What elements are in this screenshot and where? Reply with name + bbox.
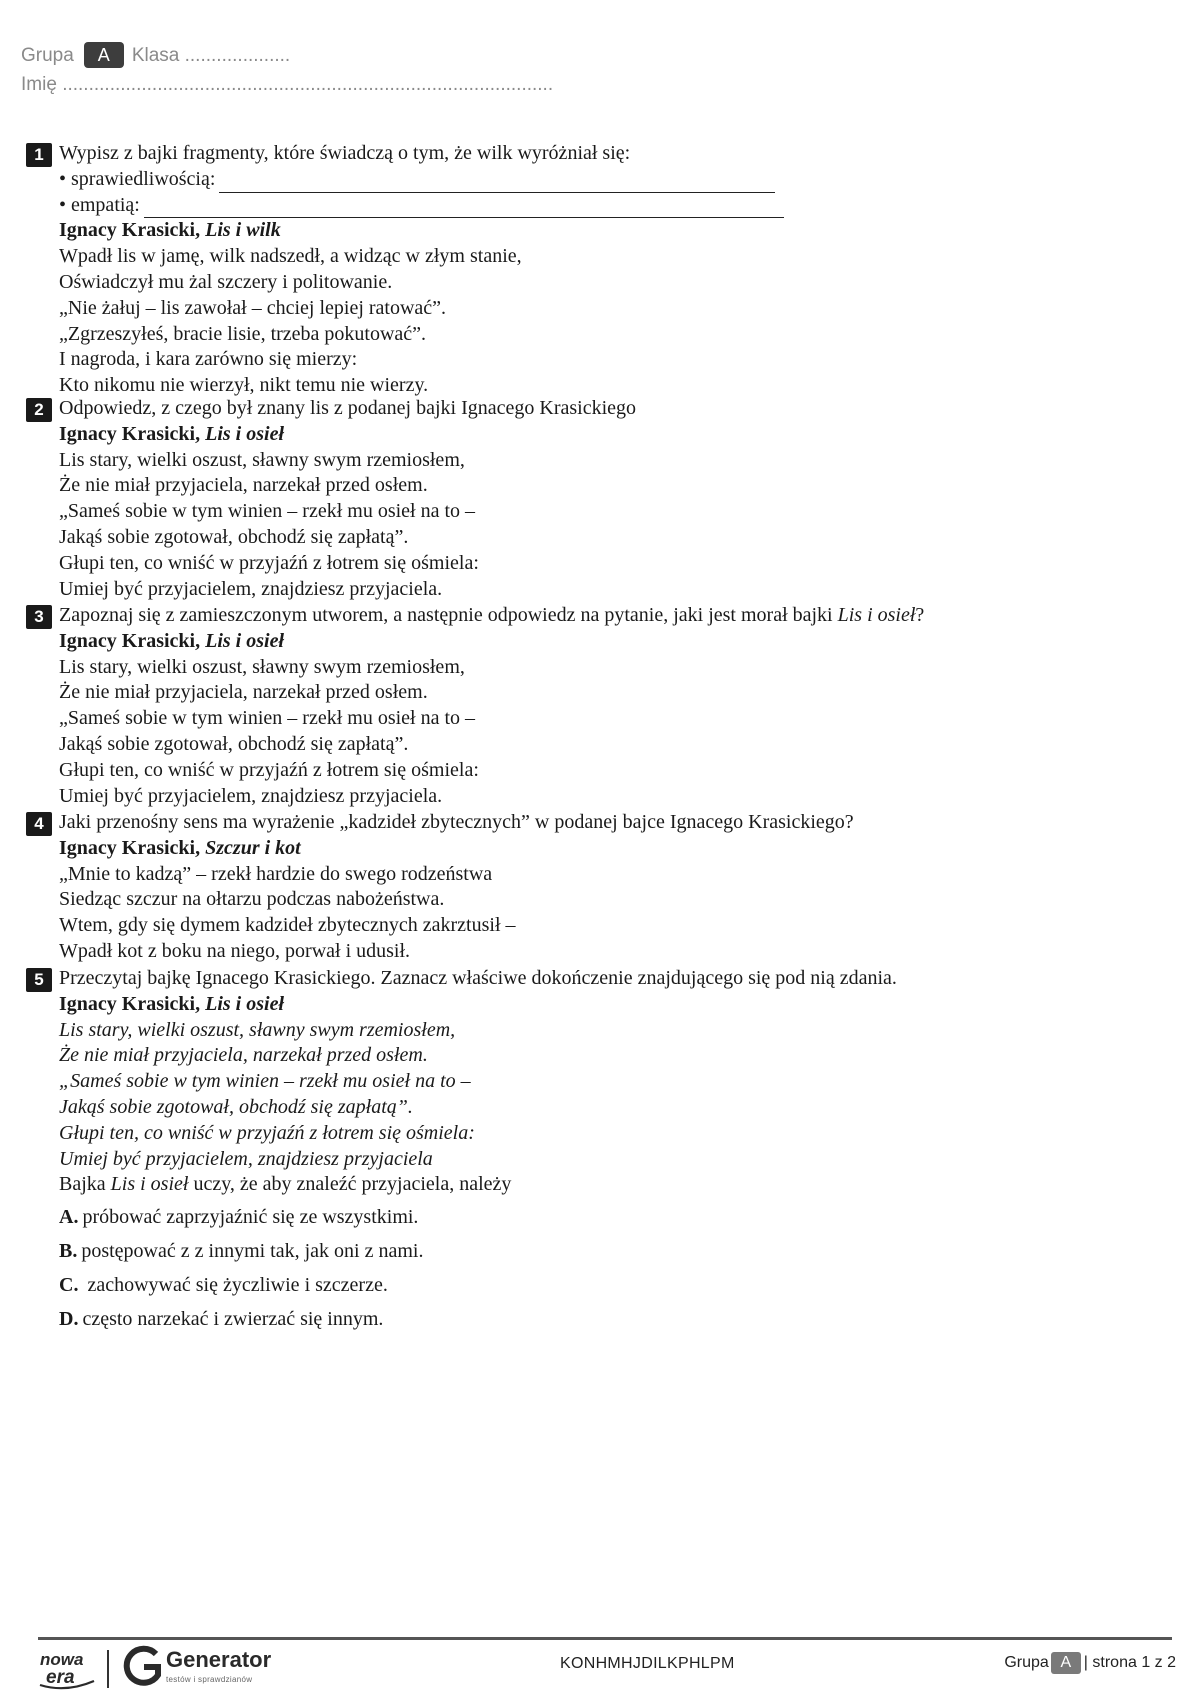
verse: Lis stary, wielki oszust, sławny swym rzemiosłem, — [59, 1018, 456, 1041]
author: Ignacy Krasicki, — [59, 219, 201, 242]
brand-line-1: nowa — [40, 1650, 84, 1669]
author: Ignacy Krasicki, — [59, 629, 201, 652]
option-d[interactable] — [59, 1302, 1166, 1336]
verse: Umiej być przyjacielem, znajdziesz przyjaciela. — [59, 784, 443, 807]
answer-blank[interactable] — [144, 196, 784, 218]
verse: „Sameś sobie w tym winien – rzekł mu osieł na to – — [59, 1070, 471, 1093]
task-number: 5 — [26, 968, 52, 992]
answer-blank[interactable] — [219, 171, 775, 193]
option-text: postępować z z innymi tak, jak oni z nami. — [81, 1240, 424, 1263]
option-b[interactable] — [59, 1234, 1166, 1268]
verse: „Sameś sobie w tym winien – rzekł mu osieł na to – — [59, 707, 476, 730]
verse: Siedząc szczur na ołtarzu podczas nabożeństwa. — [59, 888, 445, 911]
class-field[interactable]: .................... — [184, 45, 291, 66]
question-stem — [59, 1172, 1166, 1198]
verse: Że nie miał przyjaciela, narzekał przed osłem. — [59, 681, 428, 704]
option-c[interactable] — [59, 1268, 1166, 1302]
task-question: Wypisz z bajki fragmenty, które świadczą o tym, że wilk wyróżniał się: — [59, 142, 631, 164]
verse: Wpadł kot z boku na niego, porwał i udusił. — [59, 939, 411, 962]
option-text: próbować zaprzyjaźnić się ze wszystkimi. — [82, 1206, 419, 1229]
verse: Że nie miał przyjaciela, narzekał przed osłem. — [59, 474, 428, 497]
verse: „Sameś sobie w tym winien – rzekł mu osieł na to – — [59, 500, 476, 523]
fable-title: Lis i osieł — [205, 422, 285, 445]
verse: Głupi ten, co wniść w przyjaźń z łotrem się ośmiela: — [59, 1121, 475, 1144]
footer-divider — [38, 1637, 1172, 1640]
option-text: często narzekać i zwierzać się innym. — [82, 1308, 384, 1331]
verse: Głupi ten, co wniść w przyjaźń z łotrem się ośmiela: — [59, 758, 479, 781]
group-badge: A — [84, 42, 124, 68]
option-letter: B. — [59, 1240, 78, 1263]
task-question: Jaki przenośny sens ma wyrażenie „kadzideł zbytecznych” w podanej bajce Ignacego Krasickiego? — [59, 811, 854, 833]
verse: „Nie żałuj – lis zawołał – chciej lepiej ratować”. — [59, 296, 447, 319]
logo-separator — [107, 1650, 109, 1688]
task-3 — [26, 603, 1166, 809]
fable-title: Lis i osieł — [205, 992, 285, 1015]
question-text: Zapoznaj się z zamieszczonym utworem, a następnie odpowiedz na pytanie, jaki jest morał bajki — [59, 604, 838, 626]
footer-group-label: Grupa — [1004, 1654, 1049, 1671]
group-label: Grupa — [21, 45, 74, 66]
task-question: Odpowiedz, z czego był znany lis z podanej bajki Ignacego Krasickiego — [59, 397, 637, 419]
generator-subtitle: testów i sprawdzianów — [166, 1675, 253, 1684]
task-1 — [26, 141, 1166, 399]
author: Ignacy Krasicki, — [59, 992, 201, 1015]
question-fable-title: Lis i osieł — [837, 604, 916, 626]
stem-fable-title: Lis i osieł — [110, 1173, 189, 1196]
name-field[interactable]: ............................................................................................. — [62, 74, 554, 95]
verse: I nagroda, i kara zarówno się mierzy: — [59, 348, 358, 371]
answer-row-justice — [59, 167, 1166, 193]
name-row — [21, 74, 553, 96]
name-label: Imię — [21, 74, 57, 95]
fable-title: Lis i osieł — [205, 629, 285, 652]
bullet-label: • sprawiedliwością: — [59, 167, 216, 190]
task-number: 3 — [26, 605, 52, 629]
answer-row-empathy — [59, 193, 1166, 219]
task-question — [59, 603, 1166, 629]
task-number: 1 — [26, 143, 52, 167]
question-mark: ? — [915, 604, 925, 626]
verse: Oświadczył mu żal szczery i politowanie. — [59, 270, 393, 293]
option-letter: A. — [59, 1206, 79, 1229]
nowa-era-logo — [38, 1645, 96, 1693]
option-a[interactable] — [59, 1200, 1166, 1234]
bullet-label: • empatią: — [59, 193, 140, 216]
fable-title: Szczur i kot — [205, 836, 301, 859]
verse: Jakąś sobie zgotował, obchodź się zapłatą”. — [59, 1095, 413, 1118]
fable-heading — [59, 218, 1166, 244]
option-letter: D. — [59, 1308, 79, 1331]
option-letter: C. — [59, 1274, 79, 1297]
verse: Wpadł lis w jamę, wilk nadszedł, a widząc w złym stanie, — [59, 245, 522, 268]
stem-text: uczy, że aby znaleźć przyjaciela, należy — [188, 1173, 512, 1196]
task-number: 2 — [26, 398, 52, 422]
footer-group-badge: A — [1051, 1652, 1081, 1674]
fable-heading — [59, 836, 1166, 862]
verse: Umiej być przyjacielem, znajdziesz przyjaciela — [59, 1147, 433, 1170]
group-class-row — [21, 42, 290, 68]
verse: Głupi ten, co wniść w przyjaźń z łotrem się ośmiela: — [59, 551, 479, 574]
verse: Lis stary, wielki oszust, sławny swym rzemiosłem, — [59, 655, 465, 678]
task-2 — [26, 396, 1166, 602]
fable-heading — [59, 629, 1166, 655]
task-4 — [26, 810, 1166, 965]
generator-g-icon — [122, 1645, 162, 1689]
verse: „Mnie to kadzą” – rzekł hardzie do swego rodzeństwa — [59, 862, 493, 885]
task-question: Przeczytaj bajkę Ignacego Krasickiego. Zaznacz właściwe dokończenie znajdującego się pod nią zdania. — [59, 967, 897, 989]
stem-text: Bajka — [59, 1173, 111, 1196]
class-label: Klasa — [131, 45, 180, 66]
document-code: KONHMHJDILKPHLPM — [560, 1655, 735, 1672]
generator-label: Generator — [166, 1647, 272, 1672]
verse: „Zgrzeszyłeś, bracie lisie, trzeba pokutować”. — [59, 322, 427, 345]
page-info — [1004, 1652, 1176, 1674]
author: Ignacy Krasicki, — [59, 422, 201, 445]
author: Ignacy Krasicki, — [59, 836, 201, 859]
generator-logo — [122, 1645, 272, 1693]
verse: Jakąś sobie zgotował, obchodź się zapłatą”. — [59, 732, 409, 755]
brand-line-2: era — [46, 1667, 75, 1688]
verse: Kto nikomu nie wierzył, nikt temu nie wierzy. — [59, 374, 429, 397]
verse: Umiej być przyjacielem, znajdziesz przyjaciela. — [59, 577, 443, 600]
verse: Wtem, gdy się dymem kadzideł zbytecznych zakrztusił – — [59, 914, 516, 937]
fable-heading — [59, 422, 1166, 448]
fable-heading — [59, 992, 1166, 1018]
verse: Lis stary, wielki oszust, sławny swym rzemiosłem, — [59, 448, 465, 471]
task-number: 4 — [26, 812, 52, 836]
verse: Że nie miał przyjaciela, narzekał przed osłem. — [59, 1044, 428, 1067]
verse: Jakąś sobie zgotował, obchodź się zapłatą”. — [59, 525, 409, 548]
task-5 — [26, 966, 1166, 1336]
page-number: | strona 1 z 2 — [1083, 1654, 1176, 1671]
option-text: zachowywać się życzliwie i szczerze. — [82, 1274, 388, 1297]
fable-title: Lis i wilk — [205, 219, 281, 242]
